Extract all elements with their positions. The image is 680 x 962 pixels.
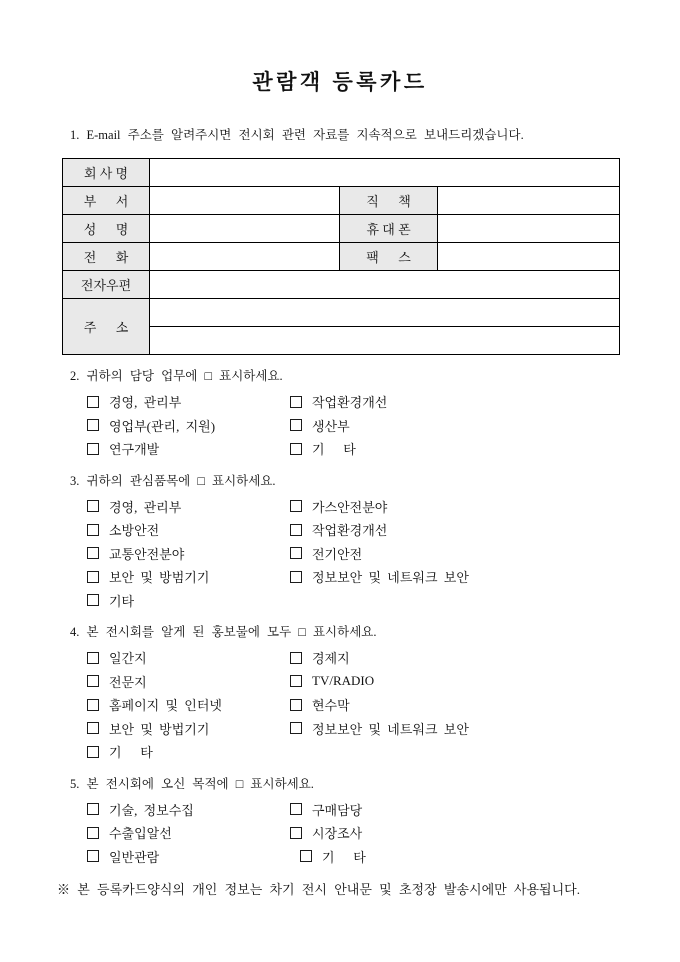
option-other[interactable]	[87, 591, 290, 610]
option-info-network-security[interactable]	[290, 719, 469, 738]
option-label: 시장조사	[312, 826, 363, 842]
option-label: 보안 및 방법기기	[109, 721, 210, 737]
option-label: 기술, 정보수집	[109, 802, 194, 818]
checkbox-row	[87, 414, 680, 438]
option-gas-safety[interactable]	[290, 497, 387, 516]
checkbox-icon[interactable]	[87, 547, 99, 559]
checkbox-icon[interactable]	[290, 443, 302, 455]
email-label: 전자우편	[63, 271, 150, 299]
option-other[interactable]	[290, 439, 356, 458]
option-security-devices[interactable]	[87, 719, 290, 738]
position-label: 직 책	[340, 187, 437, 215]
checkbox-icon[interactable]	[290, 675, 302, 687]
name-field[interactable]	[150, 215, 340, 243]
option-label: 경제지	[312, 651, 350, 667]
option-work-env-improvement[interactable]	[290, 392, 387, 411]
section-promo-source	[70, 621, 680, 764]
option-label: 가스안전분야	[312, 499, 388, 515]
option-label: 전문지	[109, 674, 147, 690]
checkbox-icon[interactable]	[290, 827, 302, 839]
option-label: 경영, 관리부	[109, 499, 182, 515]
option-label: 홈페이지 및 인터넷	[109, 698, 222, 714]
option-security-devices[interactable]	[87, 567, 290, 586]
option-label: 전기안전	[312, 546, 363, 562]
option-label: 현수막	[312, 698, 350, 714]
option-label: 일간지	[109, 651, 147, 667]
mobile-field[interactable]	[437, 215, 619, 243]
section-heading: 2. 귀하의 담당 업무에 □ 표시하세요.	[70, 369, 283, 383]
checkbox-icon[interactable]	[290, 500, 302, 512]
checkbox-icon[interactable]	[290, 419, 302, 431]
option-work-env-improvement[interactable]	[290, 520, 387, 539]
option-tech-info-gathering[interactable]	[87, 800, 290, 819]
option-label: 기 타	[322, 849, 366, 865]
checkbox-icon[interactable]	[87, 827, 99, 839]
position-field[interactable]	[437, 187, 619, 215]
checkbox-icon[interactable]	[87, 443, 99, 455]
option-homepage-internet[interactable]	[87, 695, 290, 714]
checkbox-row	[87, 437, 680, 461]
checkbox-icon[interactable]	[87, 652, 99, 664]
checkbox-row	[87, 589, 680, 613]
option-market-research[interactable]	[290, 823, 362, 842]
option-business-paper[interactable]	[290, 648, 350, 667]
checkbox-icon[interactable]	[290, 803, 302, 815]
option-label: 기 타	[109, 745, 153, 761]
section-interest	[70, 470, 680, 613]
option-import-export[interactable]	[87, 823, 290, 842]
fax-label: 팩 스	[340, 243, 437, 271]
checkbox-row	[87, 646, 680, 670]
checkbox-icon[interactable]	[87, 396, 99, 408]
option-label: 정보보안 및 네트워크 보안	[312, 570, 469, 586]
phone-field[interactable]	[150, 243, 340, 271]
table-row	[63, 215, 620, 243]
fax-field[interactable]	[437, 243, 619, 271]
option-label: 기타	[109, 593, 135, 609]
option-production-dept[interactable]	[290, 416, 350, 435]
checkbox-row	[87, 565, 680, 589]
option-label: TV/RADIO	[312, 673, 375, 689]
option-label: 구매담당	[312, 802, 363, 818]
name-label: 성 명	[63, 215, 150, 243]
section-heading: 5. 본 전시회에 오신 목적에 □ 표시하세요.	[70, 776, 314, 791]
checkbox-icon[interactable]	[290, 396, 302, 408]
checkbox-row	[87, 670, 680, 694]
checkbox-icon[interactable]	[87, 675, 99, 687]
checkbox-icon[interactable]	[87, 803, 99, 815]
table-row	[63, 187, 620, 215]
checkbox-row	[87, 740, 680, 764]
checkbox-row	[87, 717, 680, 741]
option-label: 일반관람	[109, 849, 160, 865]
checkbox-icon[interactable]	[87, 594, 99, 606]
option-label: 경영, 관리부	[109, 395, 182, 411]
email-field[interactable]	[150, 271, 620, 299]
option-info-network-security[interactable]	[290, 567, 469, 586]
option-banner[interactable]	[290, 695, 350, 714]
option-label: 영업부(관리, 지원)	[109, 418, 216, 434]
checkbox-row	[87, 798, 680, 822]
checkbox-icon[interactable]	[87, 850, 99, 862]
company-label: 회 사 명	[63, 159, 150, 187]
checkbox-row	[87, 542, 680, 566]
address-label: 주 소	[63, 299, 150, 355]
option-management-dept[interactable]	[87, 392, 290, 411]
checkbox-icon[interactable]	[87, 746, 99, 758]
checkbox-icon[interactable]	[87, 571, 99, 583]
option-label: 연구개발	[109, 442, 160, 458]
address-field-line1[interactable]	[150, 299, 620, 327]
option-label: 수출입알선	[109, 826, 172, 842]
checkbox-row	[87, 390, 680, 414]
option-label: 소방안전	[109, 523, 160, 539]
option-sales-dept[interactable]	[87, 416, 290, 435]
option-label: 작업환경개선	[312, 395, 388, 411]
option-label: 기 타	[312, 442, 356, 458]
checkbox-icon[interactable]	[87, 419, 99, 431]
table-row	[63, 299, 620, 327]
checkbox-icon[interactable]	[300, 850, 312, 862]
option-trade-journal[interactable]	[87, 672, 290, 691]
option-daily-paper[interactable]	[87, 648, 290, 667]
contact-info-table	[62, 158, 620, 355]
option-purchasing[interactable]	[290, 800, 362, 819]
checkbox-icon[interactable]	[87, 524, 99, 536]
option-label: 정보보안 및 네트워크 보안	[312, 721, 469, 737]
checkbox-icon[interactable]	[290, 571, 302, 583]
option-other[interactable]	[300, 847, 366, 866]
section-visit-purpose	[70, 773, 680, 869]
company-field[interactable]	[150, 159, 620, 187]
option-other[interactable]	[87, 742, 290, 761]
option-label: 교통안전분야	[109, 546, 185, 562]
intro-text: 1. E-mail 주소를 알려주시면 전시회 관련 자료를 지속적으로 보내드리겠습니다.	[70, 128, 524, 142]
section-heading: 4. 본 전시회를 알게 된 홍보물에 모두 □ 표시하세요.	[70, 625, 377, 639]
checkbox-row	[87, 495, 680, 519]
checkbox-row	[87, 845, 680, 869]
privacy-note: ※ 본 등록카드양식의 개인 정보는 차기 전시 안내문 및 초정장 발송시에만 사용됩니다.	[57, 882, 580, 897]
checkbox-sections	[70, 365, 680, 868]
table-row	[63, 271, 620, 299]
checkbox-icon[interactable]	[87, 500, 99, 512]
checkbox-icon[interactable]	[290, 524, 302, 536]
option-label: 작업환경개선	[312, 523, 388, 539]
section-heading: 3. 귀하의 관심품목에 □ 표시하세요.	[70, 473, 276, 488]
option-traffic-safety[interactable]	[87, 544, 290, 563]
option-general-viewing[interactable]	[87, 847, 290, 866]
checkbox-icon[interactable]	[87, 722, 99, 734]
option-electric-safety[interactable]	[290, 544, 362, 563]
phone-label: 전 화	[63, 243, 150, 271]
table-row	[63, 243, 620, 271]
department-label: 부 서	[63, 187, 150, 215]
option-management-dept[interactable]	[87, 497, 290, 516]
address-field-line2[interactable]	[150, 327, 620, 355]
checkbox-icon[interactable]	[290, 699, 302, 711]
option-tv-radio[interactable]	[290, 673, 374, 689]
option-label: 보안 및 방범기기	[109, 570, 210, 586]
option-label: 생산부	[312, 418, 350, 434]
checkbox-row	[87, 518, 680, 542]
option-rnd[interactable]	[87, 439, 290, 458]
checkbox-icon[interactable]	[290, 652, 302, 664]
checkbox-icon[interactable]	[87, 699, 99, 711]
table-row	[63, 159, 620, 187]
checkbox-row	[87, 693, 680, 717]
mobile-label: 휴 대 폰	[340, 215, 437, 243]
checkbox-icon[interactable]	[290, 722, 302, 734]
option-fire-safety[interactable]	[87, 520, 290, 539]
section-duty	[70, 365, 680, 461]
department-field[interactable]	[150, 187, 340, 215]
checkbox-icon[interactable]	[290, 547, 302, 559]
checkbox-row	[87, 821, 680, 845]
page-title: 관람객 등록카드	[252, 70, 428, 94]
